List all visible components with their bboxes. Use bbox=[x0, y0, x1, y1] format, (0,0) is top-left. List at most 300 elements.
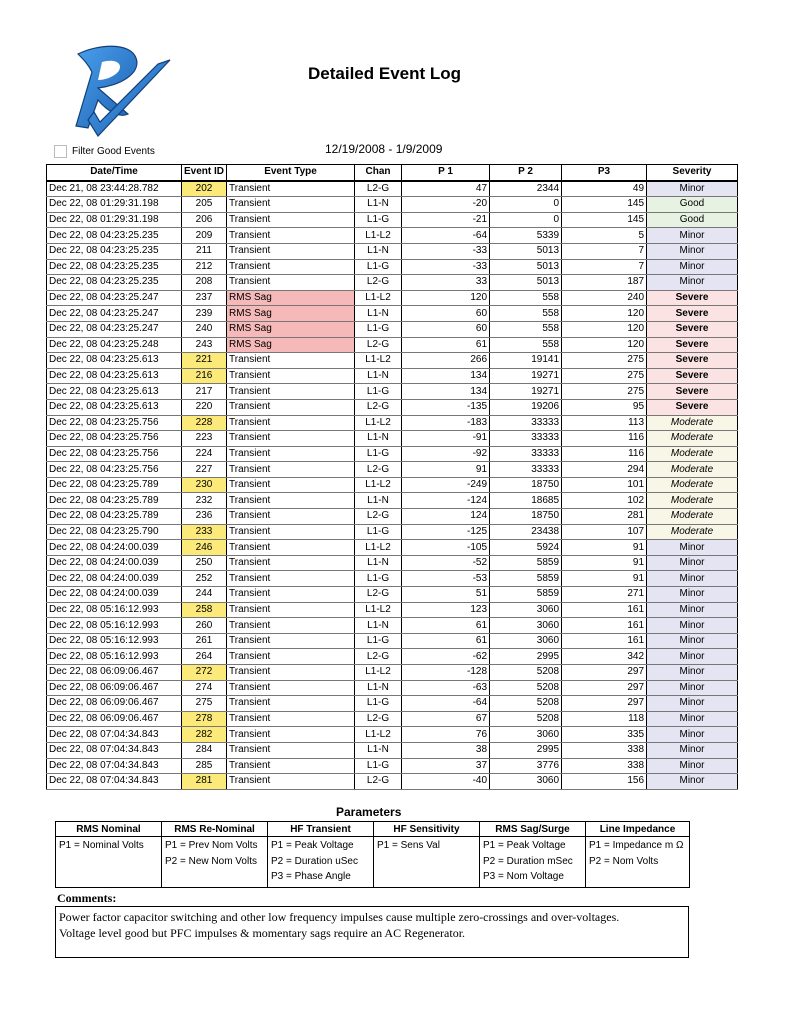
cell-event-type: Transient bbox=[227, 571, 355, 587]
cell-p2: 0 bbox=[490, 212, 562, 228]
table-row bbox=[47, 680, 738, 696]
cell-event-id: 258 bbox=[182, 602, 227, 618]
cell-event-type: Transient bbox=[227, 181, 355, 197]
cell-event-id: 252 bbox=[182, 571, 227, 587]
col-header-p2: P 2 bbox=[490, 165, 562, 181]
cell-event-type: Transient bbox=[227, 228, 355, 244]
cell-datetime: Dec 22, 08 06:09:06.467 bbox=[47, 665, 182, 681]
cell-chan: L2-G bbox=[355, 774, 402, 790]
cell-event-type: Transient bbox=[227, 696, 355, 712]
cell-p3: 297 bbox=[562, 696, 647, 712]
cell-p2: 2344 bbox=[490, 181, 562, 197]
cell-p3: 91 bbox=[562, 571, 647, 587]
cell-datetime: Dec 22, 08 04:23:25.613 bbox=[47, 368, 182, 384]
cell-event-id: 206 bbox=[182, 212, 227, 228]
cell-p3: 161 bbox=[562, 618, 647, 634]
parameter-line: P1 = Sens Val bbox=[377, 840, 440, 851]
cell-p1: -183 bbox=[402, 415, 490, 431]
cell-event-id: 224 bbox=[182, 446, 227, 462]
cell-p1: 91 bbox=[402, 462, 490, 478]
cell-severity: Moderate bbox=[647, 477, 738, 493]
cell-p2: 33333 bbox=[490, 446, 562, 462]
cell-p3: 281 bbox=[562, 509, 647, 525]
table-row bbox=[47, 384, 738, 400]
cell-severity: Good bbox=[647, 197, 738, 213]
cell-chan: L1-L2 bbox=[355, 602, 402, 618]
cell-event-id: 285 bbox=[182, 758, 227, 774]
parameter-header: RMS Re-Nominal bbox=[162, 822, 268, 837]
cell-event-type: Transient bbox=[227, 384, 355, 400]
cell-datetime: Dec 22, 08 04:23:25.613 bbox=[47, 399, 182, 415]
cell-p1: -33 bbox=[402, 243, 490, 259]
cell-datetime: Dec 22, 08 04:23:25.613 bbox=[47, 384, 182, 400]
cell-event-type: Transient bbox=[227, 665, 355, 681]
cell-datetime: Dec 22, 08 04:23:25.247 bbox=[47, 290, 182, 306]
cell-severity: Minor bbox=[647, 275, 738, 291]
cell-chan: L1-N bbox=[355, 368, 402, 384]
cell-p3: 102 bbox=[562, 493, 647, 509]
cell-p2: 0 bbox=[490, 197, 562, 213]
cell-p1: 76 bbox=[402, 727, 490, 743]
cell-p1: -91 bbox=[402, 431, 490, 447]
cell-p3: 338 bbox=[562, 742, 647, 758]
cell-event-id: 216 bbox=[182, 368, 227, 384]
parameter-header: RMS Nominal bbox=[56, 822, 162, 837]
cell-event-id: 240 bbox=[182, 321, 227, 337]
cell-p3: 297 bbox=[562, 680, 647, 696]
table-row bbox=[47, 243, 738, 259]
cell-chan: L1-N bbox=[355, 618, 402, 634]
date-range: 12/19/2008 - 1/9/2009 bbox=[325, 142, 443, 156]
cell-p3: 91 bbox=[562, 540, 647, 556]
filter-good-events[interactable] bbox=[54, 145, 155, 158]
cell-event-id: 264 bbox=[182, 649, 227, 665]
cell-event-type: Transient bbox=[227, 727, 355, 743]
cell-p2: 5859 bbox=[490, 571, 562, 587]
cell-datetime: Dec 22, 08 04:23:25.756 bbox=[47, 431, 182, 447]
cell-event-type: Transient bbox=[227, 540, 355, 556]
cell-datetime: Dec 22, 08 06:09:06.467 bbox=[47, 711, 182, 727]
cell-severity: Moderate bbox=[647, 415, 738, 431]
cell-datetime: Dec 22, 08 04:23:25.789 bbox=[47, 477, 182, 493]
cell-datetime: Dec 22, 08 05:16:12.993 bbox=[47, 633, 182, 649]
cell-p2: 18750 bbox=[490, 509, 562, 525]
cell-severity: Severe bbox=[647, 337, 738, 353]
cell-severity: Minor bbox=[647, 243, 738, 259]
cell-severity: Minor bbox=[647, 228, 738, 244]
cell-chan: L1-G bbox=[355, 212, 402, 228]
cell-p2: 558 bbox=[490, 321, 562, 337]
col-header-p3: P3 bbox=[562, 165, 647, 181]
cell-p3: 101 bbox=[562, 477, 647, 493]
cell-severity: Minor bbox=[647, 727, 738, 743]
cell-datetime: Dec 22, 08 05:16:12.993 bbox=[47, 618, 182, 634]
cell-p3: 161 bbox=[562, 633, 647, 649]
cell-p3: 49 bbox=[562, 181, 647, 197]
cell-event-type: Transient bbox=[227, 446, 355, 462]
cell-severity: Minor bbox=[647, 711, 738, 727]
cell-event-id: 250 bbox=[182, 555, 227, 571]
table-row bbox=[47, 727, 738, 743]
cell-severity: Minor bbox=[647, 181, 738, 197]
cell-chan: L2-G bbox=[355, 462, 402, 478]
cell-severity: Minor bbox=[647, 665, 738, 681]
cell-severity: Minor bbox=[647, 649, 738, 665]
cell-datetime: Dec 22, 08 04:23:25.247 bbox=[47, 321, 182, 337]
cell-chan: L1-L2 bbox=[355, 290, 402, 306]
cell-datetime: Dec 22, 08 05:16:12.993 bbox=[47, 649, 182, 665]
table-row bbox=[47, 477, 738, 493]
cell-p1: -62 bbox=[402, 649, 490, 665]
table-row bbox=[47, 493, 738, 509]
table-row bbox=[47, 275, 738, 291]
cell-p1: 123 bbox=[402, 602, 490, 618]
cell-event-id: 211 bbox=[182, 243, 227, 259]
parameters-table bbox=[55, 821, 690, 888]
cell-event-id: 233 bbox=[182, 524, 227, 540]
cell-chan: L1-N bbox=[355, 197, 402, 213]
cell-p2: 19141 bbox=[490, 353, 562, 369]
cell-chan: L1-L2 bbox=[355, 477, 402, 493]
cell-chan: L1-G bbox=[355, 446, 402, 462]
cell-p1: -33 bbox=[402, 259, 490, 275]
rx-checkmark-logo-icon bbox=[58, 42, 173, 142]
cell-datetime: Dec 22, 08 04:23:25.235 bbox=[47, 243, 182, 259]
cell-event-type: Transient bbox=[227, 618, 355, 634]
cell-p2: 19271 bbox=[490, 368, 562, 384]
cell-p2: 23438 bbox=[490, 524, 562, 540]
cell-event-id: 284 bbox=[182, 742, 227, 758]
cell-event-type: Transient bbox=[227, 368, 355, 384]
cell-event-type: RMS Sag bbox=[227, 306, 355, 322]
col-header-event-id: Event ID bbox=[182, 165, 227, 181]
table-row bbox=[47, 399, 738, 415]
table-row bbox=[47, 290, 738, 306]
cell-event-id: 202 bbox=[182, 181, 227, 197]
cell-chan: L1-G bbox=[355, 259, 402, 275]
cell-event-type: Transient bbox=[227, 633, 355, 649]
cell-p3: 156 bbox=[562, 774, 647, 790]
cell-p2: 5208 bbox=[490, 696, 562, 712]
parameter-definitions bbox=[162, 837, 268, 888]
cell-p3: 187 bbox=[562, 275, 647, 291]
cell-event-id: 220 bbox=[182, 399, 227, 415]
cell-severity: Minor bbox=[647, 696, 738, 712]
cell-event-id: 246 bbox=[182, 540, 227, 556]
table-row bbox=[47, 524, 738, 540]
cell-p3: 338 bbox=[562, 758, 647, 774]
cell-p3: 91 bbox=[562, 555, 647, 571]
cell-datetime: Dec 22, 08 04:23:25.235 bbox=[47, 275, 182, 291]
table-row bbox=[47, 618, 738, 634]
cell-severity: Minor bbox=[647, 259, 738, 275]
parameters-header-row bbox=[56, 822, 690, 837]
cell-event-type: Transient bbox=[227, 212, 355, 228]
cell-p2: 558 bbox=[490, 306, 562, 322]
cell-severity: Severe bbox=[647, 368, 738, 384]
cell-p3: 107 bbox=[562, 524, 647, 540]
col-header-datetime: Date/Time bbox=[47, 165, 182, 181]
cell-p3: 7 bbox=[562, 259, 647, 275]
cell-p1: 61 bbox=[402, 633, 490, 649]
table-row bbox=[47, 415, 738, 431]
cell-severity: Good bbox=[647, 212, 738, 228]
cell-p1: 60 bbox=[402, 321, 490, 337]
table-header-row bbox=[47, 165, 738, 181]
cell-event-type: RMS Sag bbox=[227, 337, 355, 353]
col-header-chan: Chan bbox=[355, 165, 402, 181]
cell-datetime: Dec 22, 08 04:23:25.790 bbox=[47, 524, 182, 540]
cell-p1: 134 bbox=[402, 384, 490, 400]
cell-event-type: Transient bbox=[227, 431, 355, 447]
comment-line: Voltage level good but PFC impulses & momentary sags require an AC Regenerator. bbox=[59, 926, 466, 940]
cell-event-type: Transient bbox=[227, 774, 355, 790]
cell-p1: -92 bbox=[402, 446, 490, 462]
cell-p2: 33333 bbox=[490, 415, 562, 431]
cell-p2: 19206 bbox=[490, 399, 562, 415]
cell-p2: 5013 bbox=[490, 259, 562, 275]
cell-severity: Minor bbox=[647, 602, 738, 618]
cell-chan: L2-G bbox=[355, 649, 402, 665]
cell-datetime: Dec 22, 08 01:29:31.198 bbox=[47, 212, 182, 228]
cell-event-type: Transient bbox=[227, 462, 355, 478]
table-row bbox=[47, 337, 738, 353]
cell-p3: 118 bbox=[562, 711, 647, 727]
cell-severity: Moderate bbox=[647, 493, 738, 509]
cell-datetime: Dec 22, 08 05:16:12.993 bbox=[47, 602, 182, 618]
cell-severity: Severe bbox=[647, 321, 738, 337]
table-row bbox=[47, 431, 738, 447]
cell-p1: -124 bbox=[402, 493, 490, 509]
col-header-p1: P 1 bbox=[402, 165, 490, 181]
cell-p3: 161 bbox=[562, 602, 647, 618]
cell-event-type: Transient bbox=[227, 711, 355, 727]
cell-p1: -249 bbox=[402, 477, 490, 493]
cell-severity: Minor bbox=[647, 587, 738, 603]
cell-p1: 124 bbox=[402, 509, 490, 525]
parameters-title: Parameters bbox=[336, 805, 402, 819]
cell-chan: L1-G bbox=[355, 633, 402, 649]
cell-severity: Minor bbox=[647, 758, 738, 774]
cell-severity: Minor bbox=[647, 742, 738, 758]
table-row bbox=[47, 665, 738, 681]
cell-p3: 240 bbox=[562, 290, 647, 306]
table-row bbox=[47, 696, 738, 712]
cell-severity: Minor bbox=[647, 540, 738, 556]
cell-p3: 145 bbox=[562, 212, 647, 228]
cell-datetime: Dec 22, 08 04:24:00.039 bbox=[47, 587, 182, 603]
cell-datetime: Dec 22, 08 04:24:00.039 bbox=[47, 540, 182, 556]
cell-p2: 3060 bbox=[490, 633, 562, 649]
cell-p3: 275 bbox=[562, 384, 647, 400]
parameter-definitions bbox=[480, 837, 586, 888]
cell-p3: 297 bbox=[562, 665, 647, 681]
cell-p3: 95 bbox=[562, 399, 647, 415]
comments-box bbox=[55, 906, 689, 958]
cell-chan: L2-G bbox=[355, 181, 402, 197]
cell-event-id: 236 bbox=[182, 509, 227, 525]
cell-datetime: Dec 22, 08 07:04:34.843 bbox=[47, 774, 182, 790]
cell-severity: Minor bbox=[647, 571, 738, 587]
table-row bbox=[47, 587, 738, 603]
table-row bbox=[47, 540, 738, 556]
table-row bbox=[47, 321, 738, 337]
parameter-line: P2 = New Nom Volts bbox=[165, 855, 257, 867]
cell-event-id: 275 bbox=[182, 696, 227, 712]
col-header-severity: Severity bbox=[647, 165, 738, 181]
event-log-table bbox=[46, 164, 738, 790]
cell-p2: 3060 bbox=[490, 618, 562, 634]
table-row bbox=[47, 602, 738, 618]
cell-severity: Severe bbox=[647, 384, 738, 400]
cell-chan: L1-G bbox=[355, 524, 402, 540]
cell-p3: 145 bbox=[562, 197, 647, 213]
cell-event-id: 232 bbox=[182, 493, 227, 509]
cell-chan: L1-N bbox=[355, 680, 402, 696]
cell-p3: 294 bbox=[562, 462, 647, 478]
cell-event-id: 209 bbox=[182, 228, 227, 244]
cell-p1: -40 bbox=[402, 774, 490, 790]
cell-datetime: Dec 22, 08 04:23:25.756 bbox=[47, 462, 182, 478]
cell-p3: 116 bbox=[562, 431, 647, 447]
cell-event-type: Transient bbox=[227, 415, 355, 431]
table-row bbox=[47, 555, 738, 571]
parameter-line: P1 = Peak Voltage bbox=[483, 840, 566, 851]
cell-chan: L1-N bbox=[355, 431, 402, 447]
cell-datetime: Dec 22, 08 07:04:34.843 bbox=[47, 742, 182, 758]
parameters-body-row bbox=[56, 837, 690, 888]
cell-event-id: 228 bbox=[182, 415, 227, 431]
cell-chan: L1-N bbox=[355, 243, 402, 259]
cell-chan: L2-G bbox=[355, 337, 402, 353]
cell-datetime: Dec 22, 08 04:23:25.756 bbox=[47, 446, 182, 462]
cell-p1: 37 bbox=[402, 758, 490, 774]
table-row bbox=[47, 509, 738, 525]
cell-p2: 3060 bbox=[490, 602, 562, 618]
parameter-header: RMS Sag/Surge bbox=[480, 822, 586, 837]
cell-p1: -125 bbox=[402, 524, 490, 540]
filter-good-events-checkbox[interactable] bbox=[54, 145, 67, 158]
cell-severity: Minor bbox=[647, 633, 738, 649]
cell-event-type: Transient bbox=[227, 742, 355, 758]
cell-datetime: Dec 22, 08 06:09:06.467 bbox=[47, 680, 182, 696]
cell-severity: Minor bbox=[647, 618, 738, 634]
parameter-line: P2 = Duration mSec bbox=[483, 855, 573, 867]
parameter-line: P1 = Peak Voltage bbox=[271, 840, 354, 851]
cell-chan: L1-L2 bbox=[355, 665, 402, 681]
cell-p3: 342 bbox=[562, 649, 647, 665]
parameter-header: HF Transient bbox=[268, 822, 374, 837]
cell-p1: -20 bbox=[402, 197, 490, 213]
cell-p3: 335 bbox=[562, 727, 647, 743]
cell-p1: -128 bbox=[402, 665, 490, 681]
cell-chan: L1-G bbox=[355, 696, 402, 712]
cell-event-type: Transient bbox=[227, 477, 355, 493]
cell-event-type: Transient bbox=[227, 602, 355, 618]
cell-p3: 271 bbox=[562, 587, 647, 603]
cell-p2: 3776 bbox=[490, 758, 562, 774]
parameter-line: P1 = Impedance m Ω bbox=[589, 840, 684, 851]
table-row bbox=[47, 181, 738, 197]
cell-event-type: Transient bbox=[227, 524, 355, 540]
cell-event-type: Transient bbox=[227, 197, 355, 213]
cell-p2: 558 bbox=[490, 337, 562, 353]
parameter-definitions bbox=[268, 837, 374, 888]
cell-p1: 61 bbox=[402, 618, 490, 634]
cell-datetime: Dec 22, 08 04:23:25.789 bbox=[47, 509, 182, 525]
cell-event-id: 261 bbox=[182, 633, 227, 649]
cell-severity: Moderate bbox=[647, 431, 738, 447]
cell-p2: 5208 bbox=[490, 680, 562, 696]
cell-event-id: 243 bbox=[182, 337, 227, 353]
parameter-line: P2 = Nom Volts bbox=[589, 855, 659, 867]
cell-p2: 5924 bbox=[490, 540, 562, 556]
cell-event-type: Transient bbox=[227, 493, 355, 509]
cell-p2: 19271 bbox=[490, 384, 562, 400]
cell-severity: Minor bbox=[647, 774, 738, 790]
cell-datetime: Dec 22, 08 04:23:25.756 bbox=[47, 415, 182, 431]
cell-p1: 47 bbox=[402, 181, 490, 197]
table-row bbox=[47, 446, 738, 462]
table-row bbox=[47, 633, 738, 649]
cell-chan: L2-G bbox=[355, 275, 402, 291]
cell-chan: L2-G bbox=[355, 509, 402, 525]
cell-p2: 33333 bbox=[490, 462, 562, 478]
cell-p2: 558 bbox=[490, 290, 562, 306]
filter-good-events-label: Filter Good Events bbox=[72, 146, 155, 157]
table-row bbox=[47, 571, 738, 587]
cell-chan: L1-N bbox=[355, 493, 402, 509]
parameter-definitions bbox=[374, 837, 480, 888]
cell-datetime: Dec 22, 08 01:29:31.198 bbox=[47, 197, 182, 213]
cell-datetime: Dec 22, 08 04:23:25.247 bbox=[47, 306, 182, 322]
cell-event-type: Transient bbox=[227, 259, 355, 275]
col-header-event-type: Event Type bbox=[227, 165, 355, 181]
cell-severity: Moderate bbox=[647, 446, 738, 462]
parameter-definitions bbox=[586, 837, 690, 888]
cell-p3: 120 bbox=[562, 306, 647, 322]
cell-p1: -64 bbox=[402, 696, 490, 712]
cell-p1: -53 bbox=[402, 571, 490, 587]
cell-chan: L1-G bbox=[355, 384, 402, 400]
cell-p1: 266 bbox=[402, 353, 490, 369]
cell-p3: 275 bbox=[562, 353, 647, 369]
cell-severity: Minor bbox=[647, 555, 738, 571]
cell-datetime: Dec 22, 08 04:23:25.789 bbox=[47, 493, 182, 509]
table-row bbox=[47, 711, 738, 727]
cell-severity: Severe bbox=[647, 290, 738, 306]
cell-p1: 134 bbox=[402, 368, 490, 384]
cell-event-type: Transient bbox=[227, 399, 355, 415]
cell-datetime: Dec 22, 08 04:24:00.039 bbox=[47, 555, 182, 571]
cell-datetime: Dec 22, 08 07:04:34.843 bbox=[47, 727, 182, 743]
cell-p1: 60 bbox=[402, 306, 490, 322]
table-row bbox=[47, 649, 738, 665]
cell-p1: -135 bbox=[402, 399, 490, 415]
cell-chan: L1-L2 bbox=[355, 415, 402, 431]
cell-p2: 33333 bbox=[490, 431, 562, 447]
parameter-line: P2 = Duration uSec bbox=[271, 855, 358, 867]
table-row bbox=[47, 197, 738, 213]
cell-p1: 67 bbox=[402, 711, 490, 727]
cell-event-type: RMS Sag bbox=[227, 290, 355, 306]
cell-chan: L1-L2 bbox=[355, 727, 402, 743]
cell-p1: -52 bbox=[402, 555, 490, 571]
table-row bbox=[47, 368, 738, 384]
cell-chan: L1-L2 bbox=[355, 353, 402, 369]
cell-p2: 5208 bbox=[490, 665, 562, 681]
cell-event-id: 272 bbox=[182, 665, 227, 681]
